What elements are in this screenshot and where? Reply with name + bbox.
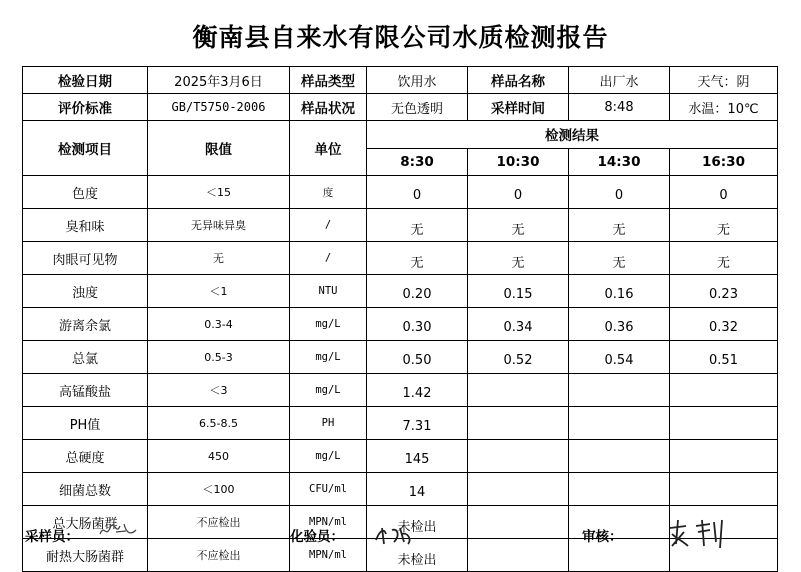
- result-value: 无: [367, 242, 468, 275]
- standard-label: 评价标准: [23, 94, 148, 121]
- header-row-1: [23, 67, 778, 94]
- limit-value: 0.3-4: [148, 308, 290, 341]
- header-row-2: [23, 94, 778, 121]
- result-value: 0.50: [367, 341, 468, 374]
- unit-value: mg/L: [290, 308, 367, 341]
- limit-value: 450: [148, 440, 290, 473]
- limit-value: 无异味异臭: [148, 209, 290, 242]
- unit-value: /: [290, 242, 367, 275]
- unit-value: MPN/ml: [290, 539, 367, 572]
- result-value: [468, 539, 569, 572]
- sample-name-value: 出厂水: [569, 67, 670, 94]
- item-name: 总大肠菌群: [23, 506, 148, 539]
- result-value: 无: [569, 242, 670, 275]
- result-value: 145: [367, 440, 468, 473]
- results-column-header: 检测结果: [367, 121, 778, 149]
- result-value: 0: [569, 176, 670, 209]
- date-label: 检验日期: [23, 67, 148, 94]
- item-name: 总硬度: [23, 440, 148, 473]
- tester-signature: [372, 520, 416, 548]
- unit-value: /: [290, 209, 367, 242]
- table-row: [23, 473, 778, 506]
- result-value: 0.20: [367, 275, 468, 308]
- item-column-header: 检测项目: [23, 121, 148, 176]
- reviewer-label: 审核：: [582, 529, 623, 545]
- item-name: 肉眼可见物: [23, 242, 148, 275]
- result-value: [468, 473, 569, 506]
- result-value: 0: [468, 176, 569, 209]
- item-name: 耐热大肠菌群: [23, 539, 148, 572]
- sample-type-label: 样品类型: [290, 67, 367, 94]
- weather: 天气：阴: [670, 67, 778, 94]
- result-value: 无: [367, 209, 468, 242]
- unit-value: MPN/ml: [290, 506, 367, 539]
- item-name: PH值: [23, 407, 148, 440]
- tester-label: 化验员：: [290, 529, 344, 545]
- limit-value: 0.5-3: [148, 341, 290, 374]
- result-value: 未检出: [367, 506, 468, 539]
- table-row: [23, 407, 778, 440]
- time-header: 8:30: [367, 148, 468, 176]
- sample-state-label: 样品状况: [290, 94, 367, 121]
- result-value: 7.31: [367, 407, 468, 440]
- unit-value: 度: [290, 176, 367, 209]
- table-row: [23, 209, 778, 242]
- table-row: [23, 275, 778, 308]
- time-header: 10:30: [468, 148, 569, 176]
- item-name: 浊度: [23, 275, 148, 308]
- report-table: [22, 66, 778, 572]
- unit-value: CFU/ml: [290, 473, 367, 506]
- item-name: 高锰酸盐: [23, 374, 148, 407]
- unit-value: mg/L: [290, 341, 367, 374]
- limit-value: ＜1: [148, 275, 290, 308]
- result-value: 无: [670, 209, 778, 242]
- result-value: 0: [367, 176, 468, 209]
- result-value: 0.52: [468, 341, 569, 374]
- result-value: 0.32: [670, 308, 778, 341]
- result-value: [670, 374, 778, 407]
- result-value: [670, 473, 778, 506]
- report-title: 衡南县自来水有限公司水质检测报告: [192, 23, 609, 52]
- time-header: 16:30: [670, 148, 778, 176]
- unit-column-header: 单位: [290, 121, 367, 176]
- sampler-label: 采样员：: [25, 529, 79, 545]
- sample-state-value: 无色透明: [367, 94, 468, 121]
- limit-value: ＜3: [148, 374, 290, 407]
- sampler-signature: [96, 518, 140, 544]
- limit-value: ＜15: [148, 176, 290, 209]
- item-name: 游离余氯: [23, 308, 148, 341]
- unit-value: NTU: [290, 275, 367, 308]
- result-value: 无: [468, 242, 569, 275]
- limit-value: 无: [148, 242, 290, 275]
- result-value: 0.51: [670, 341, 778, 374]
- result-value: [569, 374, 670, 407]
- item-name: 臭和味: [23, 209, 148, 242]
- limit-value: 不应检出: [148, 539, 290, 572]
- sample-name-label: 样品名称: [468, 67, 569, 94]
- result-value: [670, 407, 778, 440]
- result-value: 未检出: [367, 539, 468, 572]
- result-value: [468, 506, 569, 539]
- sample-type-value: 饮用水: [367, 67, 468, 94]
- result-value: 0.16: [569, 275, 670, 308]
- table-row: [23, 176, 778, 209]
- item-name: 总氯: [23, 341, 148, 374]
- result-value: 0.15: [468, 275, 569, 308]
- limit-value: 6.5-8.5: [148, 407, 290, 440]
- result-value: 14: [367, 473, 468, 506]
- result-value: 0.54: [569, 341, 670, 374]
- result-value: 0.34: [468, 308, 569, 341]
- reviewer-signature: [664, 516, 728, 552]
- result-value: [468, 374, 569, 407]
- table-row: [23, 440, 778, 473]
- table-row: [23, 242, 778, 275]
- time-header: 14:30: [569, 148, 670, 176]
- result-value: [569, 440, 670, 473]
- result-value: [569, 473, 670, 506]
- sampling-time-label: 采样时间: [468, 94, 569, 121]
- result-value: [468, 407, 569, 440]
- limit-value: ＜100: [148, 473, 290, 506]
- table-row: [23, 374, 778, 407]
- limit-column-header: 限值: [148, 121, 290, 176]
- item-name: 色度: [23, 176, 148, 209]
- result-value: [468, 440, 569, 473]
- date-value: 2025年3月6日: [148, 67, 290, 94]
- result-value: [670, 440, 778, 473]
- unit-value: mg/L: [290, 374, 367, 407]
- unit-value: mg/L: [290, 440, 367, 473]
- sampling-time-value: 8:48: [569, 94, 670, 121]
- result-value: 0.23: [670, 275, 778, 308]
- water-temp: 水温：10℃: [670, 94, 778, 121]
- limit-value: 不应检出: [148, 506, 290, 539]
- table-row: [23, 341, 778, 374]
- result-value: 0: [670, 176, 778, 209]
- result-value: [569, 407, 670, 440]
- item-name: 细菌总数: [23, 473, 148, 506]
- result-value: 无: [468, 209, 569, 242]
- unit-value: PH: [290, 407, 367, 440]
- result-value: 0.30: [367, 308, 468, 341]
- result-value: 无: [670, 242, 778, 275]
- result-value: 无: [569, 209, 670, 242]
- result-value: 1.42: [367, 374, 468, 407]
- result-value: 0.36: [569, 308, 670, 341]
- column-header-row: [23, 121, 778, 149]
- standard-value: GB/T5750-2006: [148, 94, 290, 121]
- table-row: [23, 308, 778, 341]
